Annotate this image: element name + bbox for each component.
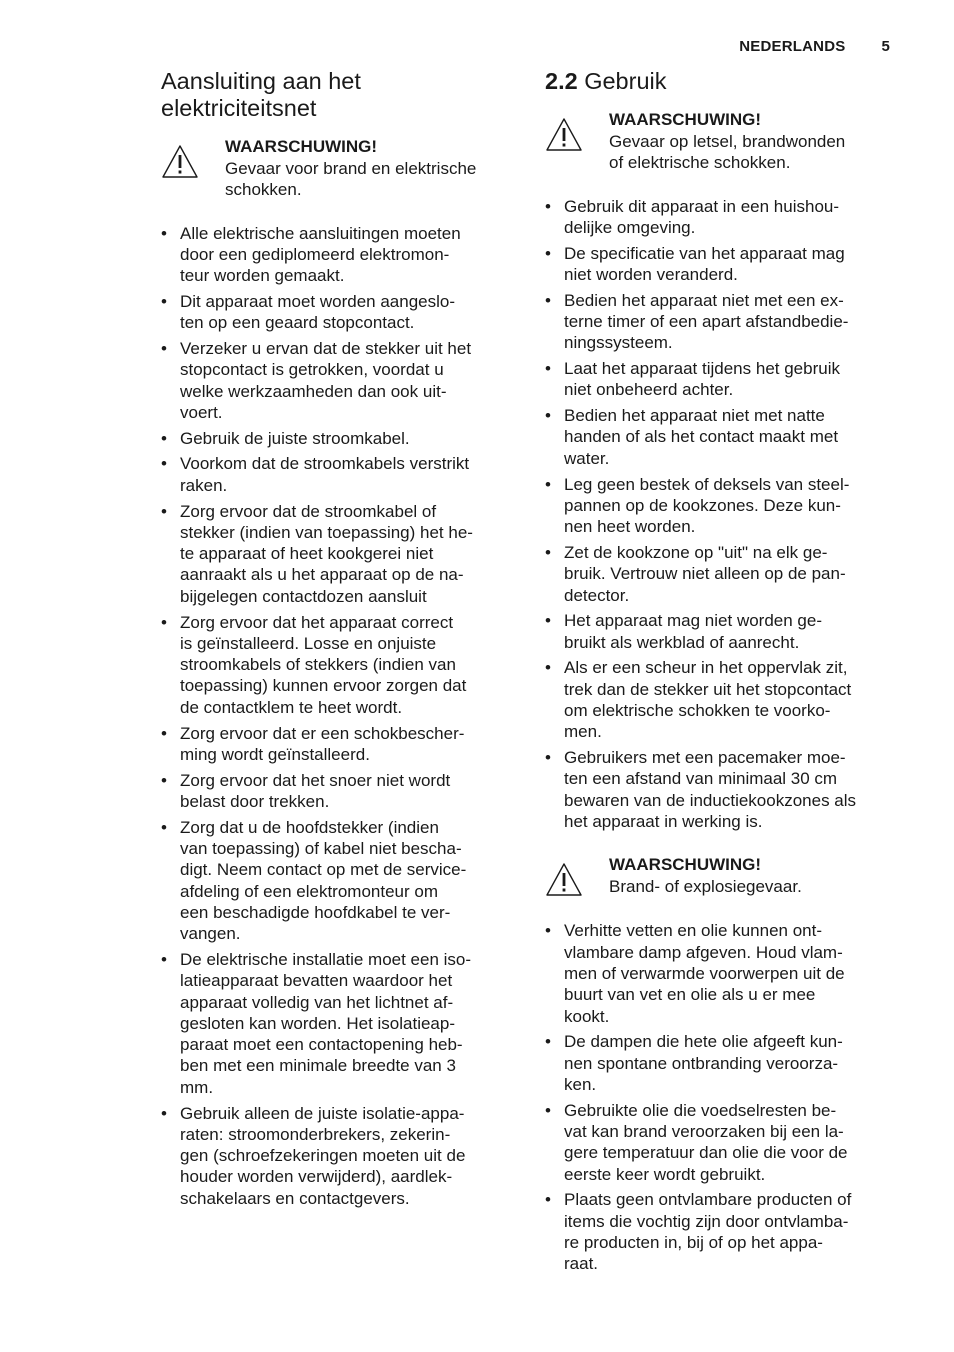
warning-text: [609, 854, 802, 897]
list-item: [161, 770, 517, 813]
warning-block: [161, 136, 517, 201]
list-item-line: nen spontane ontbranding veroorza-: [564, 1053, 839, 1073]
list-item: [161, 612, 517, 718]
list-item-line: welke werkzaamheden dan ook uit-: [180, 381, 447, 401]
title-line: elektriciteitsnet: [161, 95, 317, 121]
list-item-line: items die vochtig zijn door ontvlamba-: [564, 1211, 849, 1231]
list-item: [161, 1103, 517, 1209]
list-item-line: men of verwarmde voorwerpen uit de: [564, 963, 845, 983]
list-item: [545, 290, 901, 354]
list-item-line: ming wordt geïnstalleerd.: [180, 744, 370, 764]
list-item-line: Het apparaat mag niet worden ge-: [564, 611, 822, 631]
list-item-line: stekker (indien van toepassing) het he-: [180, 522, 473, 542]
list-item-line: te apparaat of heet kookgerei niet: [180, 544, 434, 564]
page-header: [739, 38, 890, 55]
list-item-line: gesloten kan worden. Het isolatieap-: [180, 1013, 455, 1033]
list-item-line: Verhitte vetten en olie kunnen ont-: [564, 921, 823, 941]
list-item-line: door een gediplomeerd elektromon-: [180, 244, 450, 264]
list-item-line: detector.: [564, 585, 630, 605]
list-item: [545, 542, 901, 606]
list-item-line: mm.: [180, 1077, 214, 1097]
bullet-list: [545, 196, 901, 833]
list-item-line: Leg geen bestek of deksels van steel-: [564, 474, 850, 494]
list-item-line: De dampen die hete olie afgeeft kun-: [564, 1032, 843, 1052]
list-item: [545, 1031, 901, 1095]
list-item: [545, 358, 901, 401]
list-item-line: vangen.: [180, 924, 241, 944]
list-item-line: De specificatie van het apparaat mag: [564, 243, 845, 263]
list-item-line: teur worden gemaakt.: [180, 266, 345, 286]
list-item-line: aanraakt als u het apparaat op de na-: [180, 565, 464, 585]
list-item-line: nen heet worden.: [564, 517, 696, 537]
section-title-aansluiting: [161, 68, 517, 122]
bullet-list: [545, 920, 901, 1274]
section-title-gebruik: [545, 68, 901, 95]
right-column: [545, 68, 901, 1297]
list-item-line: ten op een geaard stopcontact.: [180, 313, 415, 333]
list-item: [545, 474, 901, 538]
list-item-line: afdeling of een elektromonteur om: [180, 881, 438, 901]
title-line: Aansluiting aan het: [161, 68, 361, 94]
list-item: [545, 657, 901, 742]
section-title-text: Gebruik: [584, 68, 667, 94]
list-item-line: terne timer of een apart afstandbedie-: [564, 311, 849, 331]
list-item-line: Zorg dat u de hoofdstekker (indien: [180, 817, 439, 837]
list-item-line: Zorg ervoor dat de stroomkabel of: [180, 501, 437, 521]
list-item-line: Verzeker u ervan dat de stekker uit het: [180, 338, 472, 358]
list-item-line: ben met een minimale breedte van 3: [180, 1056, 456, 1076]
list-item-line: vat kan brand veroorzaken bij een la-: [564, 1121, 844, 1141]
list-item-line: De elektrische installatie moet een iso-: [180, 950, 472, 969]
list-item-line: ken.: [564, 1074, 597, 1094]
list-item-line: paraat moet een contactopening heb-: [180, 1035, 463, 1055]
list-item-line: Gebruik de juiste stroomkabel.: [180, 428, 410, 448]
warning-line: Gevaar voor brand en elektrische: [225, 158, 477, 178]
list-item: [161, 949, 517, 1098]
list-item-line: delijke omgeving.: [564, 217, 696, 237]
list-item-line: Gebruik dit apparaat in een huishou-: [564, 196, 840, 216]
list-item-line: Dit apparaat moet worden aangeslo-: [180, 291, 455, 311]
list-item-line: men.: [564, 722, 602, 742]
warning-title: WAARSCHUWING!: [609, 855, 762, 875]
list-item: [161, 817, 517, 945]
list-item-line: raat.: [564, 1254, 599, 1274]
list-item-line: handen of als het contact maakt met: [564, 427, 839, 447]
warning-line: schokken.: [225, 180, 302, 199]
list-item: [161, 453, 517, 496]
section-number: 2.2: [545, 68, 578, 94]
list-item-line: de contactklem te heet wordt.: [180, 697, 403, 717]
list-item-line: houder worden verwijderd), aardlek-: [180, 1167, 453, 1187]
warning-text: [609, 109, 845, 174]
list-item-line: stroomkabels of stekkers (indien van: [180, 655, 456, 675]
list-item-line: voert.: [180, 402, 223, 422]
list-item-line: gen (schroefzekeringen moeten uit de: [180, 1146, 466, 1166]
page-number: 5: [881, 38, 890, 55]
list-item-line: vlambare damp afgeven. Houd vlam-: [564, 942, 843, 962]
list-item-line: ningssysteem.: [564, 333, 673, 353]
list-item: [545, 1189, 901, 1274]
warning-triangle-icon: [545, 862, 583, 898]
list-item-line: Als er een scheur in het oppervlak zit,: [564, 658, 848, 678]
list-item-line: ten een afstand van minimaal 30 cm: [564, 769, 838, 789]
list-item-line: bruik. Vertrouw niet alleen op de pan-: [564, 564, 846, 584]
list-item-line: Bedien het apparaat niet met natte: [564, 406, 825, 426]
list-item: [161, 501, 517, 607]
list-item-line: bijgelegen contactdozen aansluit: [180, 586, 427, 606]
list-item-line: digt. Neem contact op met de service-: [180, 860, 467, 880]
list-item-line: Gebruik alleen de juiste isolatie-appa-: [180, 1103, 465, 1123]
list-item-line: apparaat volledig van het lichtnet af-: [180, 992, 454, 1012]
list-item-line: niet worden veranderd.: [564, 264, 738, 284]
list-item: [545, 196, 901, 239]
warning-title: WAARSCHUWING!: [225, 137, 378, 156]
list-item-line: Bedien het apparaat niet met een ex-: [564, 290, 844, 310]
list-item: [545, 1100, 901, 1185]
language-label: NEDERLANDS: [739, 38, 846, 55]
list-item: [161, 223, 517, 287]
list-item-line: Zorg ervoor dat er een schokbescher-: [180, 723, 465, 743]
list-item: [161, 338, 517, 423]
warning-line: of elektrische schokken.: [609, 153, 791, 172]
list-item-line: Zorg ervoor dat het apparaat correct: [180, 612, 454, 632]
warning-block: [545, 854, 901, 898]
list-item-line: latieapparaat bevatten waardoor het: [180, 971, 453, 991]
list-item-line: Gebruikte olie die voedselresten be-: [564, 1100, 837, 1120]
warning-title: WAARSCHUWING!: [609, 110, 762, 129]
list-item-line: raken.: [180, 475, 228, 495]
list-item-line: stopcontact is getrokken, voordat u: [180, 360, 444, 380]
list-item-line: Plaats geen ontvlambare producten of: [564, 1190, 852, 1210]
warning-line: Gevaar op letsel, brandwonden: [609, 131, 846, 151]
bullet-list: [161, 223, 517, 1210]
list-item: [545, 920, 901, 1026]
list-item-line: re producten in, bij of op het appa-: [564, 1232, 823, 1252]
list-item-line: Laat het apparaat tijdens het gebruik: [564, 359, 840, 379]
warning-triangle-icon: [545, 117, 583, 153]
list-item-line: om elektrische schokken te voorko-: [564, 701, 831, 721]
list-item: [545, 610, 901, 653]
list-item-line: bruikt als werkblad of aanrecht.: [564, 632, 800, 652]
list-item: [161, 428, 517, 449]
list-item-line: buurt van vet en olie als u er mee: [564, 985, 816, 1005]
list-item-line: Zet de kookzone op "uit" na elk ge-: [564, 542, 828, 562]
list-item-line: niet onbeheerd achter.: [564, 380, 734, 400]
list-item-line: van toepassing) of kabel niet bescha-: [180, 839, 462, 859]
list-item: [545, 405, 901, 469]
list-item-line: pannen op de kookzones. Deze kun-: [564, 495, 841, 515]
list-item-line: schakelaars en contactgevers.: [180, 1188, 410, 1208]
list-item: [545, 747, 901, 832]
list-item-line: een beschadigde hoofdkabel te ver-: [180, 902, 451, 922]
list-item-line: trek dan de stekker uit het stopcontact: [564, 679, 852, 699]
list-item-line: Alle elektrische aansluitingen moeten: [180, 223, 461, 243]
list-item-line: Gebruikers met een pacemaker moe-: [564, 748, 846, 768]
list-item-line: belast door trekken.: [180, 791, 330, 811]
list-item: [161, 723, 517, 766]
list-item-line: Voorkom dat de stroomkabels verstrikt: [180, 454, 470, 474]
list-item-line: water.: [564, 448, 610, 468]
warning-triangle-icon: [161, 144, 199, 180]
list-item-line: gere temperatuur dan olie die voor de: [564, 1143, 848, 1163]
list-item-line: Zorg ervoor dat het snoer niet wordt: [180, 770, 451, 790]
left-column: [161, 68, 517, 1231]
list-item-line: bewaren van de inductiekookzones als: [564, 790, 857, 810]
warning-block: [545, 109, 901, 174]
list-item-line: is geïnstalleerd. Losse en onjuiste: [180, 633, 437, 653]
list-item-line: eerste keer wordt gebruikt.: [564, 1164, 766, 1184]
warning-line: Brand- of explosiegevaar.: [609, 876, 802, 896]
list-item-line: raten: stroomonderbrekers, zekerin-: [180, 1124, 451, 1144]
list-item: [161, 291, 517, 334]
list-item-line: het apparaat in werking is.: [564, 812, 763, 832]
list-item-line: toepassing) kunnen ervoor zorgen dat: [180, 676, 467, 696]
list-item: [545, 243, 901, 286]
list-item-line: kookt.: [564, 1006, 610, 1026]
warning-text: [225, 136, 476, 201]
